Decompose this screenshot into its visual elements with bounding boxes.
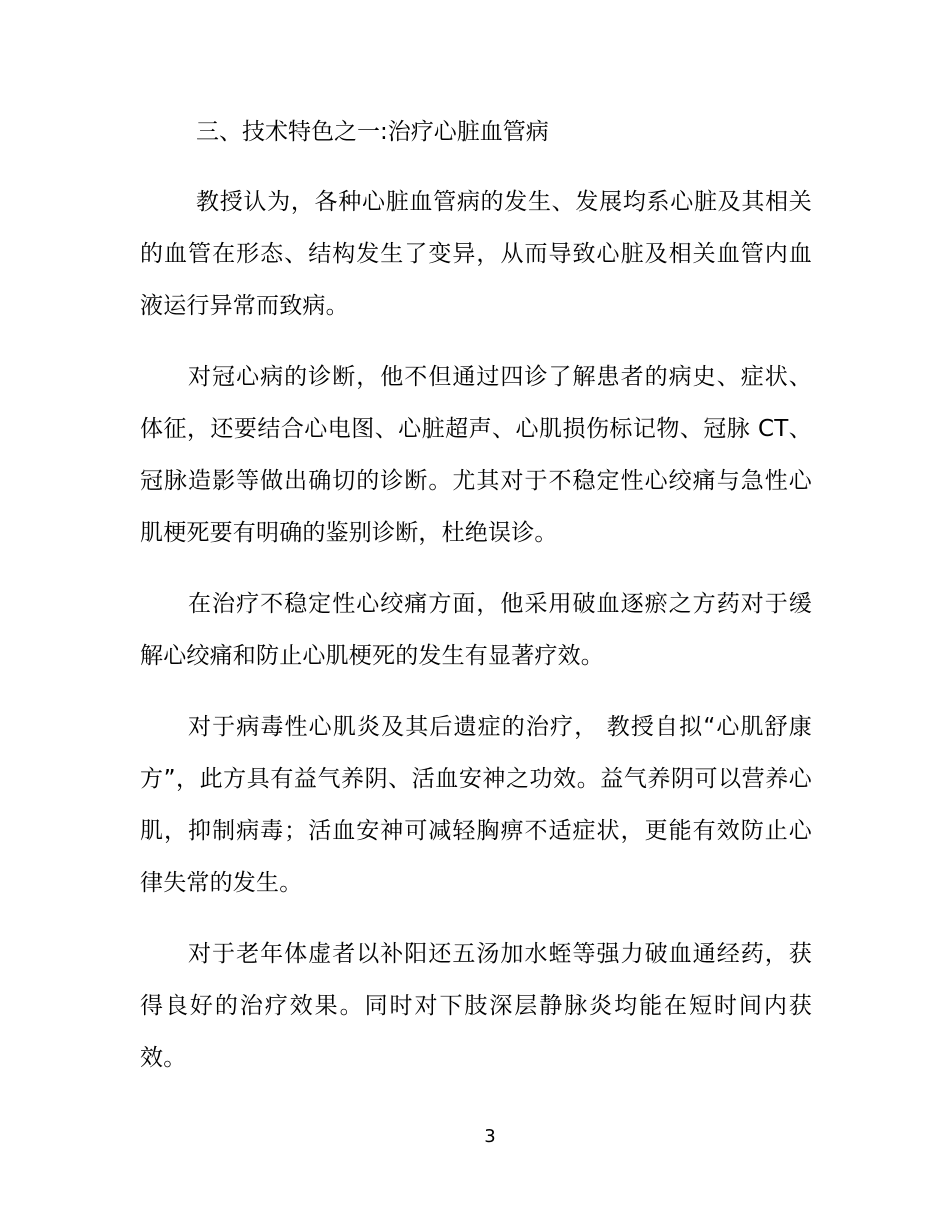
paragraph-4: 对于病毒性心肌炎及其后遗症的治疗， 教授自拟“心肌舒康方”，此方具有益气养阴、活血安神之功效。益气养阴可以营养心肌，抑制病毒；活血安神可减轻胸痹不适症状，更能有效防止心律失常的发生。 [140, 714, 812, 896]
section-heading: 三、技术特色之一:治疗心脏血管病 [196, 119, 549, 145]
page-number: 3 [484, 1126, 496, 1147]
document-body [140, 106, 812, 1103]
paragraph-5: 对于老年体虚者以补阳还五汤加水蛭等强力破血通经药，获得良好的治疗效果。同时对下肢深层静脉炎均能在短时间内获效。 [140, 941, 812, 1071]
paragraph-2: 对冠心病的诊断，他不但通过四诊了解患者的病史、症状、体征，还要结合心电图、心脏超声、心肌损伤标记物、冠脉 CT、冠脉造影等做出确切的诊断。尤其对于不稳定性心绞痛与急性心肌梗死要有明确的鉴别诊断，杜绝误诊。 [140, 364, 812, 546]
paragraph-1: 教授认为，各种心脏血管病的发生、发展均系心脏及其相关的血管在形态、结构发生了变异，从而导致心脏及相关血管内血液运行异常而致病。 [140, 189, 812, 319]
paragraph-3: 在治疗不稳定性心绞痛方面，他采用破血逐瘀之方药对于缓解心绞痛和防止心肌梗死的发生有显著疗效。 [140, 591, 812, 669]
